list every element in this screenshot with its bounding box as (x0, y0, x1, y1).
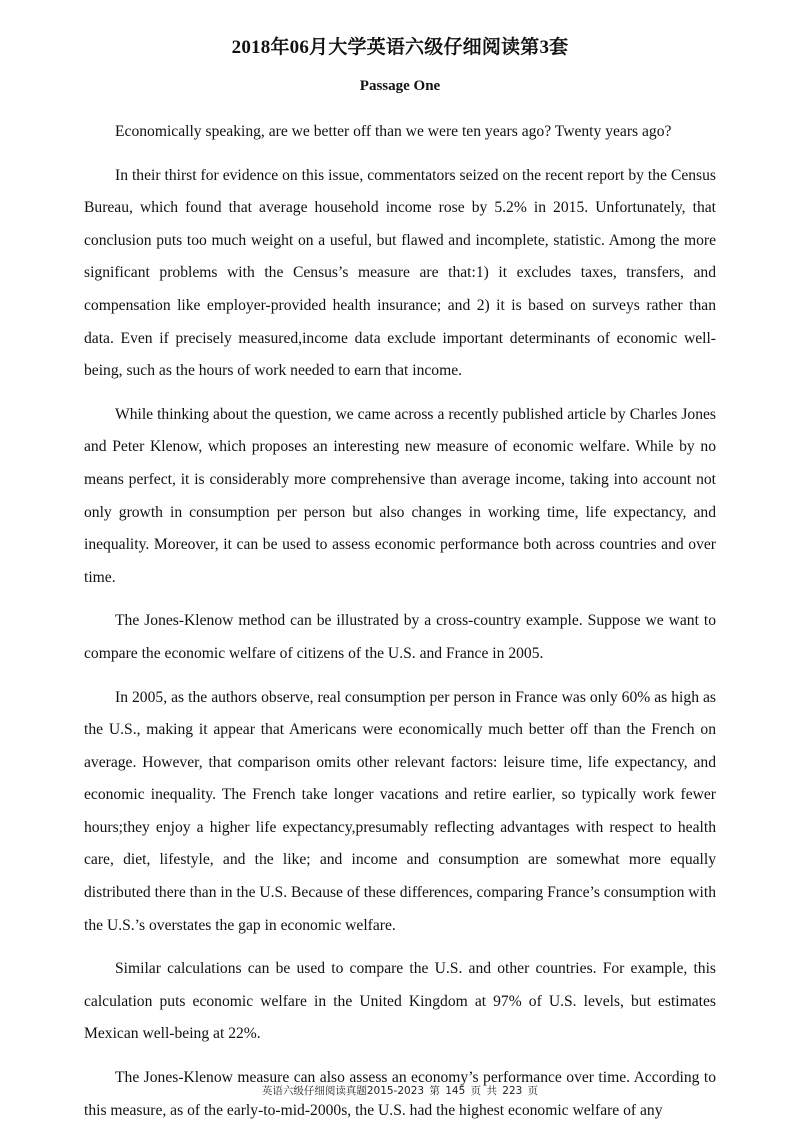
paragraph: Similar calculations can be used to compare the U.S. and other countries. For example, this calculation puts economic welfare in the United Kingdom at 97% of U.S. levels, but estimates Mexican well-being at 22%. (84, 960, 716, 1043)
document-title: 2018年06月大学英语六级仔细阅读第3套 (231, 37, 569, 58)
paragraph: In their thirst for evidence on this issue, commentators seized on the recent report by the Census Bureau, which found that average household income rose by 5.2% in 2015. Unfortunately, that conclusion puts too much weight on a useful, but flawed and incomplete, statistic. Among the more significant problems with the Census’s measure are that:1) it excludes taxes, transfers, and compensation like employer-provided health insurance; and 2) it is based on surveys rather than data. Even if precisely measured,income data exclude important determinants of economic well-being, such as the hours of work needed to earn that income. (84, 166, 716, 380)
paragraph: The Jones-Klenow method can be illustrated by a cross-country example. Suppose we want to compare the economic welfare of citizens of the U.S. and France in 2005. (84, 612, 716, 662)
paragraph: The Jones-Klenow measure can also assess an economy’s performance over time. According to this measure, as of the early-to-mid-2000s, the U.S. had the highest economic welfare of any (84, 1069, 716, 1119)
paragraph: In 2005, as the authors observe, real consumption per person in France was only 60% as high as the U.S., making it appear that Americans were economically much better off than the French on average. However, that comparison omits other relevant factors: leisure time, life expectancy, and economic inequality. The French take longer vacations and retire earlier, so typically work fewer hours;they enjoy a higher life expectancy,presumably reflecting advantages with respect to health care, diet, lifestyle, and the like; and income and consumption are somewhat more equally distributed there than in the U.S. Because of these differences, comparing France’s consumption with the U.S.’s overstates the gap in economic welfare. (84, 688, 716, 934)
passage-body (84, 116, 716, 1138)
paragraph: While thinking about the question, we came across a recently published article by Charles Jones and Peter Klenow, which proposes an interesting new measure of economic welfare. While by no means perfect, it is considerably more comprehensive than average income, taking into account not only growth in consumption per person but also changes in working time, life expectancy, and inequality. Moreover, it can be used to assess economic performance both across countries and over time. (84, 405, 716, 586)
passage-heading: Passage One (359, 78, 441, 94)
paragraph: Economically speaking, are we better off than we were ten years ago? Twenty years ago? (115, 123, 672, 140)
page-footer: 英语六级仔细阅读真题2015-2023 第 145 页 共 223 页 (261, 1085, 539, 1097)
